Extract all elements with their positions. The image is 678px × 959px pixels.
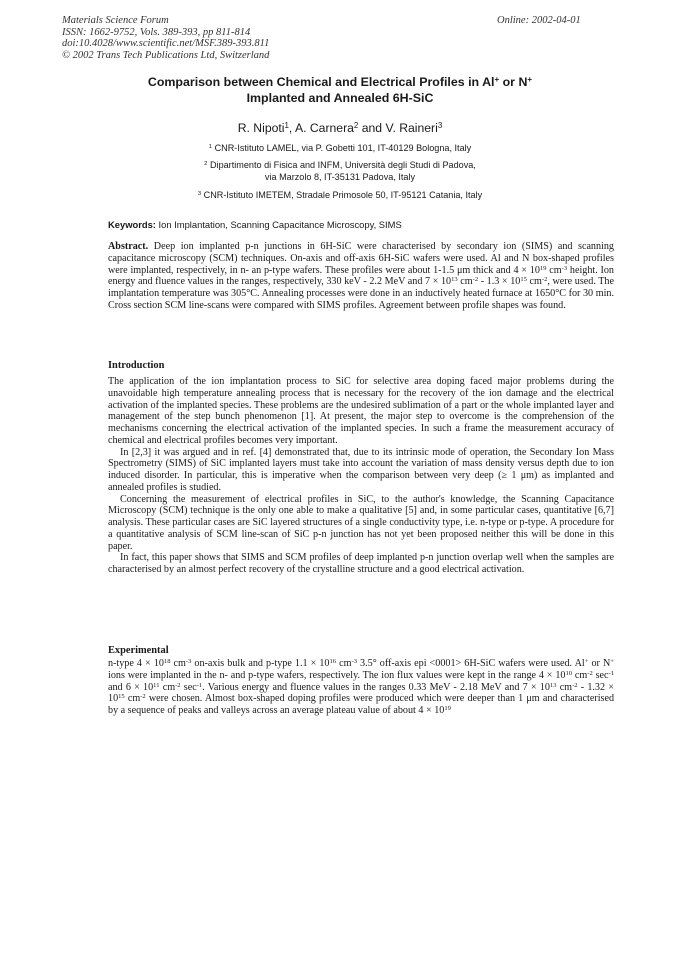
journal-copyright: © 2002 Trans Tech Publications Ltd, Switzerland [62, 49, 270, 61]
exp-text: cm [159, 681, 176, 693]
exponent: 15 [520, 276, 527, 284]
exp-text: ions were implanted in the n- and p-type wafers, respectively. The ion flux values were kept in the range 4 × 10 [108, 669, 566, 681]
exponent: -2 [472, 276, 479, 284]
exponent: -3 [351, 658, 357, 666]
experimental-body [108, 658, 614, 717]
paragraph: In [2,3] it was argued and in ref. [4] demonstrated that, due to its intrinsic mode of operation, the Secondary Ion Mass Spectrometry (SIMS) of SiC implanted layers must take into account the variation of mass density versus depth due to ion induced disorder. In particular, this is imperative when the comparison between very deep (≥ 1 μm) as implanted and annealed profiles is studied. [108, 446, 614, 493]
exp-text: were chosen. Almost box-shaped doping profiles were produced which were deeper than 1 μm and characterised by a sequence of peaks and valleys across an average plateau value of about 4 × 10 [108, 693, 615, 716]
exponent: -2 [541, 276, 548, 284]
title-line-1 [70, 75, 610, 91]
affil-sup: 2 [204, 161, 208, 168]
online-date: Online: 2002-04-01 [497, 15, 581, 26]
abstract-text: cm [457, 276, 473, 288]
exponent: -2 [572, 681, 578, 689]
journal-issn: ISSN: 1662-9752, Vols. 389-393, pp 811-814 [62, 26, 251, 38]
paragraph: In fact, this paper shows that SIMS and SCM profiles of deep implanted p-n junction overlap well when the samples are characterised by an almost perfect recovery of the crystalline structure and a good electrical activation. [108, 552, 614, 575]
exp-text: 3.5° off-axis epi <0001> 6H-SiC wafers were used. Al [356, 658, 585, 669]
exponent: + [584, 658, 589, 666]
affil-text: via Marzolo 8, IT-35131 Padova, Italy [264, 171, 416, 182]
exponent: 19 [539, 264, 547, 272]
journal-doi: doi:10.4028/www.scientific.net/MSF.389-393.811 [62, 38, 270, 50]
affil-sup: 1 [208, 144, 213, 151]
exponent: -3 [185, 658, 192, 666]
affil-text: Dipartimento di Fisica and INFM, Università degli Studi di Padova, [209, 160, 476, 170]
abstract [108, 241, 614, 312]
exp-text: cm [556, 681, 573, 693]
exponent: -2 [587, 669, 593, 677]
paragraph: Concerning the measurement of electrical profiles in SiC, to the author's knowledge, the Scanning Capacitance Microscopy (SCM) technique is the only one able to make a qualitative [5] and, in some particular cases, quantitative [6,7] analysis. These particular cases are SiC layered structures of a single conductivity type, i.e. n-type or p-type. A procedure for a quantitative analysis of SCM line-scan of SiC p-n junction has not yet been proposed neither this will be done in this paper. [108, 493, 614, 552]
section-heading-introduction: Introduction [108, 360, 165, 371]
abstract-text: height. Ion energy and fluence values in the ranges, respectively, 330 keV - 2.2 MeV and 7 × 10 [108, 264, 614, 288]
exp-text: on-axis bulk and p-type 1.1 × 10 [191, 658, 330, 669]
exp-text: cm [124, 693, 141, 705]
exponent: 10 [565, 669, 573, 677]
keywords-text: Ion Implantation, Scanning Capacitance Microscopy, SIMS [158, 219, 402, 230]
keywords-label: Keywords: [108, 219, 156, 230]
title-text-b: or N [499, 75, 528, 89]
author-separator: and [358, 121, 386, 135]
abstract-label: Abstract. [108, 241, 149, 252]
abstract-text: , were used. The implantation temperature was 305°C. Annealing processes were done in an inductively heated furnace at 1650°C for 30 min. Cross section SCM line-scans were compared with SIMS profiles. Agreement between profile shapes was found. [108, 276, 614, 311]
author-affil-sup: 2 [353, 121, 359, 131]
author-affil-sup: 1 [284, 121, 289, 131]
affil-text: CNR-Istituto LAMEL, via P. Gobetti 101, IT-40129 Bologna, Italy [214, 143, 472, 153]
introduction-body [108, 376, 614, 576]
author-affil-sup: 3 [437, 121, 443, 131]
abstract-text: cm [546, 264, 562, 276]
exp-text: sec [592, 669, 609, 681]
exponent: 15 [118, 693, 125, 701]
exponent: + [610, 658, 614, 666]
exponent: 13 [549, 681, 557, 689]
author-separator: , [288, 121, 295, 135]
exp-text: and 6 × 10 [108, 681, 154, 693]
exp-text: . Various energy and fluence values in the ranges 0.33 MeV - 2.18 MeV and 7 × 10 [202, 681, 550, 693]
exponent: 13 [451, 276, 458, 284]
exponent: 18 [163, 658, 171, 666]
exponent: 19 [444, 705, 451, 713]
exponent: -1 [608, 669, 614, 677]
abstract-text: cm [526, 276, 542, 288]
exponent: 11 [153, 681, 160, 689]
abstract-text: Deep ion implanted p-n junctions in 6H-SiC were characterised by secondary ion (SIMS) and scanning capacitance microscopy (SCM) techniques. On-axis and off-axis 6H-SiC wafers were used. Al and N box-shaped profiles were implanted, respectively, in n- an p-type wafers. These profiles were about 1-1.5 μm thick and 4 × 10 [108, 241, 614, 276]
journal-name: Materials Science Forum [62, 15, 169, 26]
abstract-text: - 1.3 × 10 [478, 276, 521, 288]
keywords [108, 219, 618, 230]
exp-text: cm [572, 669, 588, 681]
exp-text: n-type 4 × 10 [108, 658, 164, 669]
affil-sup: 3 [197, 191, 202, 198]
affiliation-1 [150, 143, 530, 155]
exponent: -2 [175, 681, 181, 689]
exp-text: cm [336, 658, 352, 669]
author-name: A. Carnera [294, 121, 354, 135]
paragraph: The application of the ion implantation process to SiC for selective area doping faced major problems during the unavoidable high temperature annealing process that is necessary for the recovery of the ion damage and the electrical activation of the implanted species. These problems are the undesired sublimation of a part or the whole implanted layer and management of the step bunch phenomenon [1]. At present, the major step to overcome is the comprehension of the mechanisms concerning the electrical activation of the implanted species. In such a frame the measurement accuracy of chemical and electrical profiles becomes very important. [108, 376, 614, 446]
exp-text: cm [170, 658, 186, 669]
paper-title [70, 75, 610, 106]
title-text-a: Comparison between Chemical and Electrical Profiles in Al [147, 75, 495, 89]
exp-text: or N [588, 658, 611, 669]
exponent: 16 [329, 658, 337, 666]
exp-text: - 1.32 × 10 [108, 681, 614, 705]
author-list [70, 121, 610, 135]
journal-info [62, 15, 269, 61]
title-line-2: Implanted and Annealed 6H-SiC [246, 90, 434, 105]
exponent: -2 [140, 693, 146, 701]
affil-text: CNR-Istituto IMETEM, Stradale Primosole 50, IT-95121 Catania, Italy [203, 190, 483, 200]
exponent: -1 [196, 681, 203, 689]
exp-text: sec [180, 681, 197, 693]
affiliation-3 [150, 190, 530, 202]
author-name: V. Raineri [385, 121, 438, 135]
title-sup: + [494, 75, 500, 85]
title-sup: + [527, 75, 533, 85]
affiliation-2 [150, 160, 530, 183]
exponent: -3 [561, 264, 568, 272]
section-heading-experimental: Experimental [108, 645, 169, 656]
author-name: R. Nipoti [237, 121, 285, 135]
